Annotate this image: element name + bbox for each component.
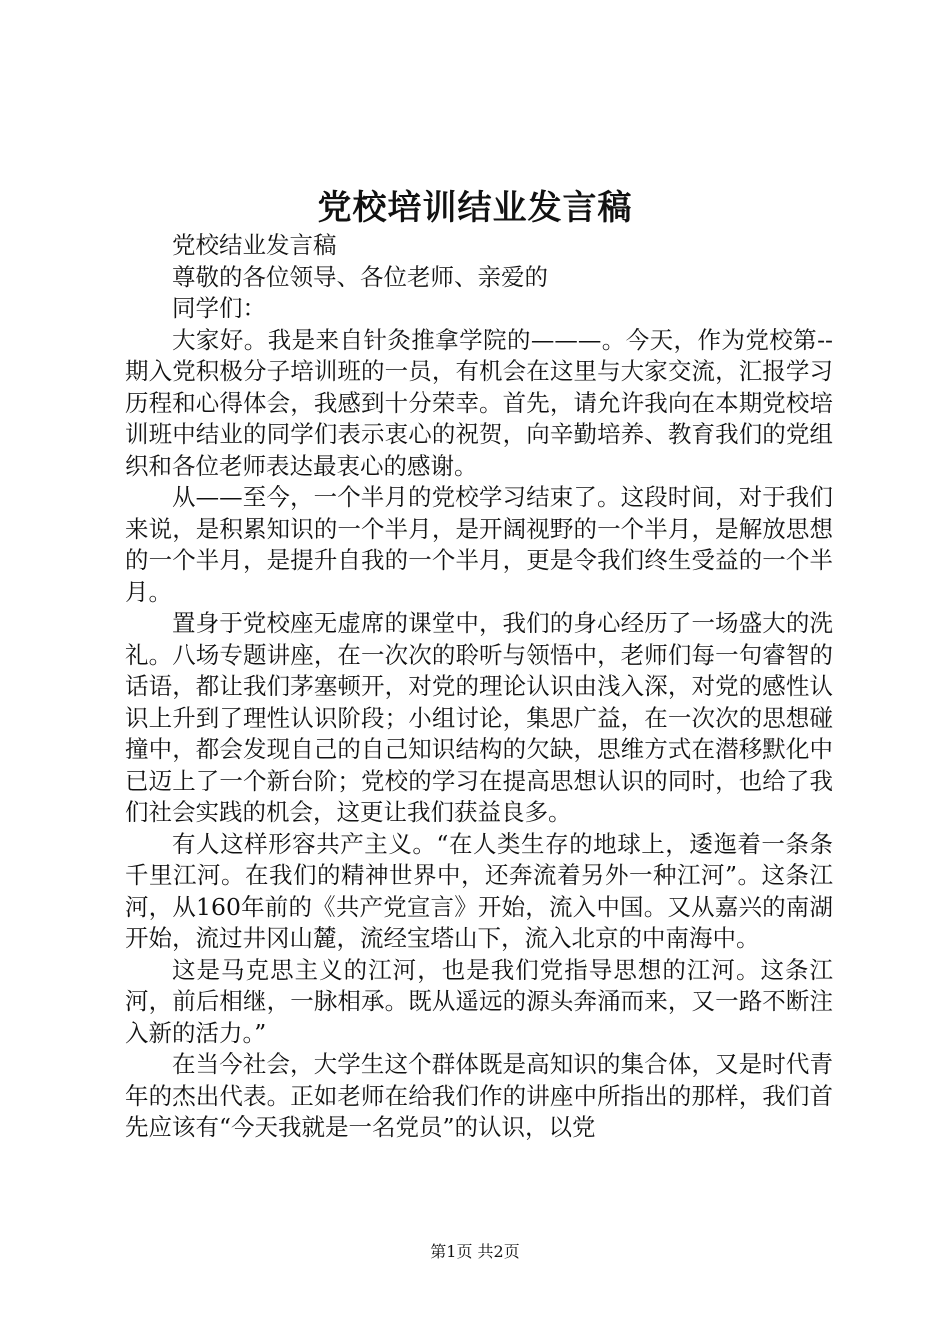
paragraph-classroom: 置身于党校座无虚席的课堂中，我们的身心经历了一场盛大的洗礼。八场专题讲座，在一次次的聆听与领悟中，老师们每一句睿智的话语，都让我们茅塞顿开，对党的理论认识由浅入深，对党的感性认识上升到了理性认识阶段；小组讨论，集思广益，在一次次的思想碰撞中，都会发现自己的自己知识结构的欠缺，思维方式在潜移默化中已迈上了一个新台阶；党校的学习在提高思想认识的同时，也给了我们社会实践的机会，这更让我们获益良多。 — [125, 609, 833, 826]
paragraph-greeting: 大家好。我是来自针灸推拿学院的———。今天，作为党校第--期入党积极分子培训班的一员，有机会在这里与大家交流，汇报学习历程和心得体会，我感到十分荣幸。首先，请允许我向在本期党校培训班中结业的同学们表示衷心的祝贺，向辛勤培养、教育我们的党组织和各位老师表达最衷心的感谢。 — [125, 325, 833, 480]
paragraph-marxism: 这是马克思主义的江河，也是我们党指导思想的江河。这条江河，前后相继，一脉相承。既从遥远的源头奔涌而来，又一路不断注入新的活力。” — [125, 955, 833, 1047]
document-body — [125, 230, 833, 1144]
page-number-footer: 第1页 共2页 — [430, 1242, 520, 1261]
paragraph-salutation-cont: 同学们： — [172, 294, 266, 322]
document-title: 党校培训结业发言稿 — [317, 188, 633, 228]
paragraph-study-period: 从——至今，一个半月的党校学习结束了。这段时间，对于我们来说，是积累知识的一个半月，是开阔视野的一个半月，是解放思想的一个半月，是提升自我的一个半月，更是令我们终生受益的一个半月。 — [125, 483, 833, 606]
paragraph-students: 在当今社会，大学生这个群体既是高知识的集合体，又是时代青年的杰出代表。正如老师在给我们作的讲座中所指出的那样，我们首先应该有“今天我就是一名党员”的认识，以党 — [125, 1050, 833, 1141]
paragraph-river-metaphor: 有人这样形容共产主义。“在人类生存的地球上，逶迤着一条条千里江河。在我们的精神世界中，还奔流着另外一种江河”。这条江河，从160年前的《共产党宣言》开始，流入中国。又从嘉兴的南湖开始，流过井冈山麓，流经宝塔山下，流入北京的中南海中。 — [125, 829, 833, 952]
paragraph-salutation: 尊敬的各位领导、各位老师、亲爱的 — [172, 262, 548, 291]
paragraph-heading: 党校结业发言稿 — [172, 231, 337, 259]
